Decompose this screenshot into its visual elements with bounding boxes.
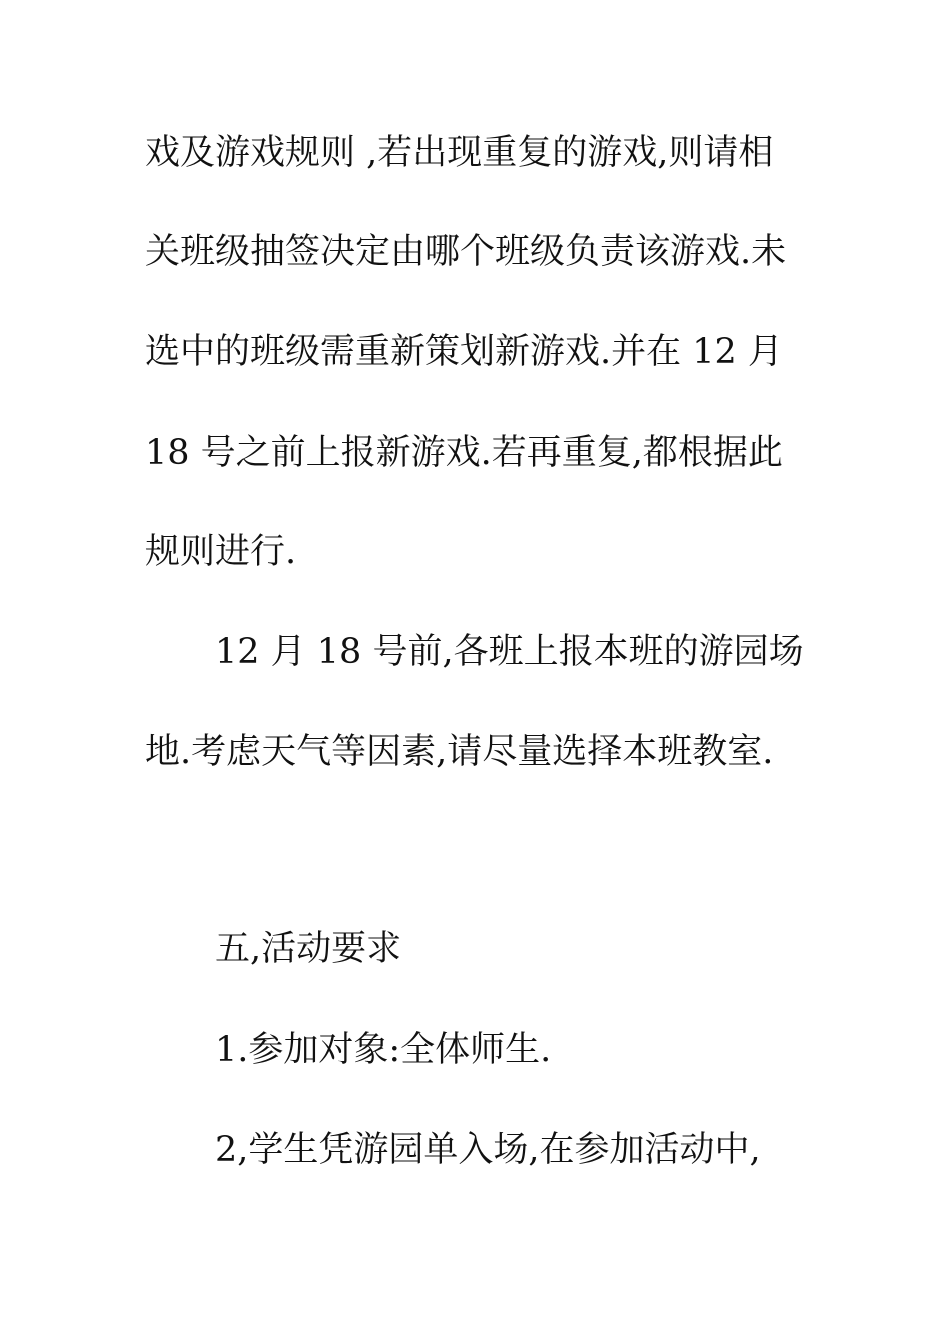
list-item-1: 1.参加对象:全体师生. xyxy=(215,1030,552,1070)
list-item-2: 2,学生凭游园单入场,在参加活动中, xyxy=(215,1130,761,1170)
paragraph-line-2: 关班级抽签决定由哪个班级负责该游戏.未 xyxy=(145,232,787,272)
section-heading: 五,活动要求 xyxy=(215,929,402,969)
paragraph-line-6: 12 月 18 号前,各班上报本班的游园场 xyxy=(215,632,804,672)
paragraph-line-1: 戏及游戏规则 ,若出现重复的游戏,则请相 xyxy=(145,133,774,173)
paragraph-line-3: 选中的班级需重新策划新游戏.并在 12 月 xyxy=(145,332,783,372)
paragraph-line-7: 地.考虑天气等因素,请尽量选择本班教室. xyxy=(145,732,774,772)
paragraph-line-5: 规则进行. xyxy=(145,532,297,572)
paragraph-line-4: 18 号之前上报新游戏.若再重复,都根据此 xyxy=(145,433,783,473)
